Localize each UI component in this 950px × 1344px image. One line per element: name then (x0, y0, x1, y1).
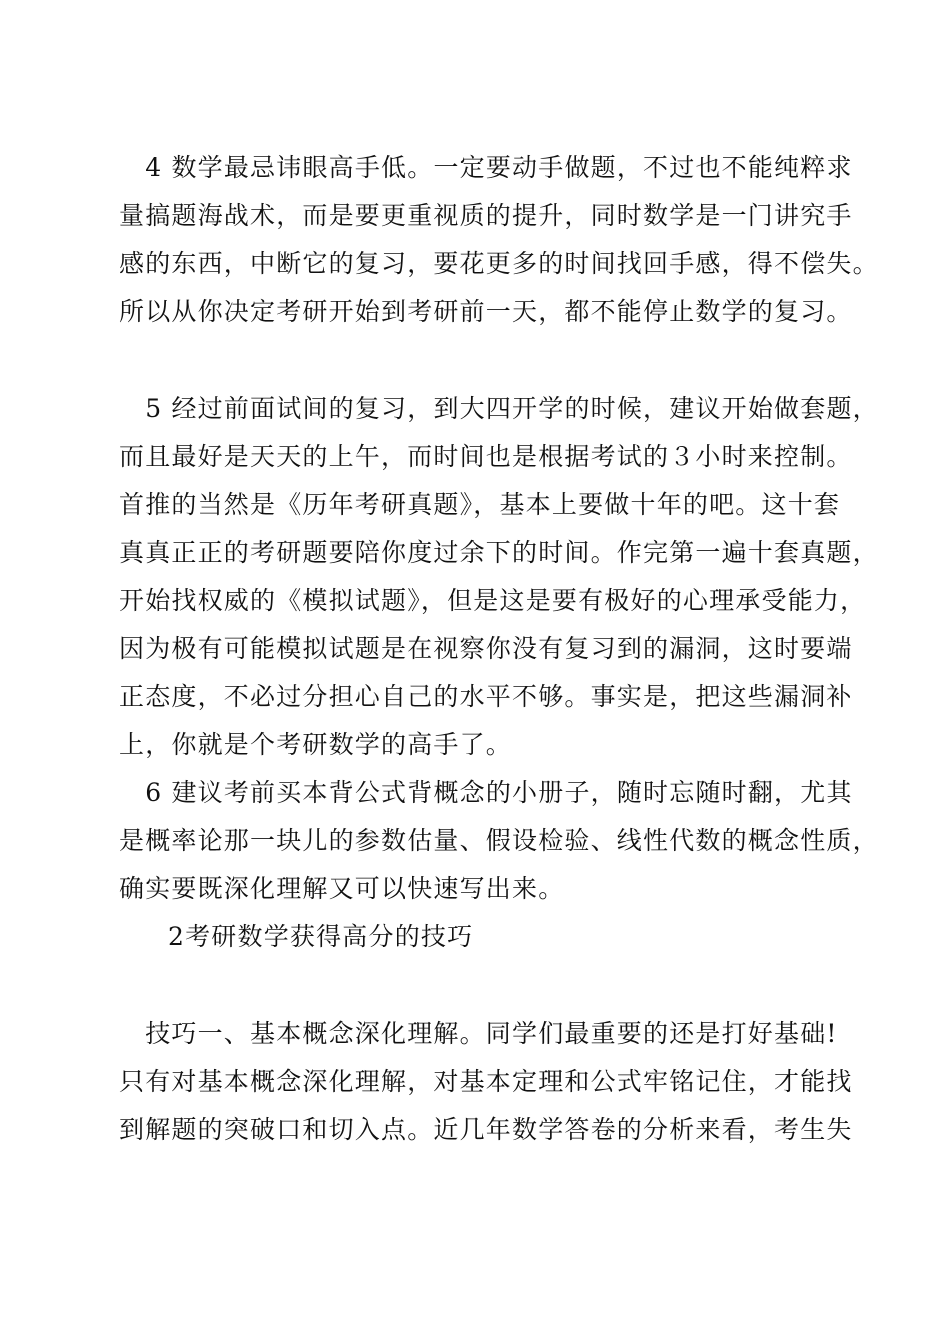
paragraph-5-line-8: 上，你就是个考研数学的高手了。 (119, 730, 513, 759)
paragraph-5-line-2: 而且最好是天天的上午，而时间也是根据考试的３小时来控制。 (119, 442, 853, 471)
paragraph-4-line-1: 4 数学最忌讳眼高手低。一定要动手做题，不过也不能纯粹求 (119, 153, 853, 182)
paragraph-5-line-5: 开始找权威的《模拟试题》，但是这是要有极好的心理承受能力， (119, 586, 867, 615)
paragraph-4-line-4: 所以从你决定考研开始到考研前一天，都不能停止数学的复习。 (119, 297, 853, 326)
paragraph-5-line-3: 首推的当然是《历年考研真题》，基本上要做十年的吧。这十套 (119, 490, 841, 519)
paragraph-5-line-4: 真真正正的考研题要陪你度过余下的时间。作完第一遍十套真题， (119, 538, 879, 567)
paragraph-5-line-1: 5 经过前面试间的复习，到大四开学的时候，建议开始做套题， (119, 394, 879, 423)
tip-1-line-3: 到解题的突破口和切入点。近几年数学答卷的分析来看，考生失 (119, 1115, 853, 1144)
paragraph-6-line-2: 是概率论那一块儿的参数估量、假设检验、线性代数的概念性质， (119, 826, 879, 855)
tip-1-line-2: 只有对基本概念深化理解，对基本定理和公式牢铭记住，才能找 (119, 1067, 853, 1096)
tip-1-line-1: 技巧一、基本概念深化理解。同学们最重要的还是打好基础! (119, 1019, 838, 1048)
section-heading: 2考研数学获得高分的技巧 (168, 922, 474, 951)
paragraph-5-line-6: 因为极有可能模拟试题是在视察你没有复习到的漏洞，这时要端 (119, 634, 853, 663)
paragraph-6-line-1: 6 建议考前买本背公式背概念的小册子，随时忘随时翻，尤其 (119, 778, 853, 807)
paragraph-5-line-7: 正态度，不必过分担心自己的水平不够。事实是，把这些漏洞补 (119, 682, 853, 711)
paragraph-4-line-2: 量搞题海战术，而是要更重视质的提升，同时数学是一门讲究手 (119, 201, 853, 230)
paragraph-6-line-3: 确实要既深化理解又可以快速写出来。 (119, 874, 565, 903)
paragraph-4-line-3: 感的东西，中断它的复习，要花更多的时间找回手感，得不偿失。 (119, 249, 879, 278)
